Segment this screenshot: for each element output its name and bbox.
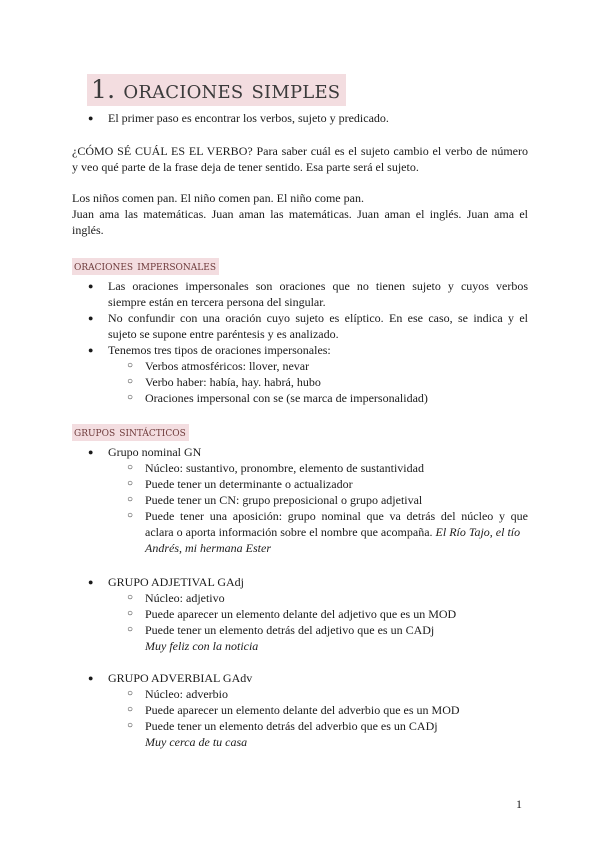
section-title: 1. oraciones simples: [87, 74, 346, 106]
gn-label: Grupo nominal GN: [108, 445, 202, 459]
gadj-label: GRUPO ADJETIVAL GAdj: [108, 575, 245, 589]
sub-bullet-icon: ○: [127, 510, 134, 521]
page-number: 1: [516, 797, 522, 811]
intro-bullet-text: El primer paso es encontrar los verbos, sujeto y predicado.: [108, 111, 389, 125]
sub-bullet-icon: ○: [127, 704, 134, 715]
sub-bullet-icon: ○: [127, 624, 134, 635]
sub-bullet-icon: ○: [127, 478, 134, 489]
gn-sub-1: Núcleo: sustantivo, pronombre, elemento de sustantividad: [145, 461, 424, 475]
gadj-example: Muy feliz con la noticia: [145, 639, 259, 653]
impersonales-bullet-3: Tenemos tres tipos de oraciones impersonales:: [108, 343, 331, 357]
gn-sub-4-text: aclara o aporta información sobre el nombre que acompaña.: [145, 525, 433, 539]
bullet-icon: ●: [88, 345, 94, 355]
example-line-3: inglés.: [72, 223, 104, 237]
sub-bullet-icon: ○: [127, 376, 134, 387]
impersonales-bullet-2-line-1: No confundir con una oración cuyo sujeto es elíptico. En ese caso, se indica y el: [108, 311, 528, 325]
sub-bullet-icon: ○: [127, 494, 134, 505]
gn-example-1: El Río Tajo, el tío: [435, 525, 521, 539]
sub-bullet-icon: ○: [127, 592, 134, 603]
bullet-icon: ●: [88, 577, 94, 587]
sub-bullet-icon: ○: [127, 392, 134, 403]
example-line-2: Juan ama las matemáticas. Juan aman las matemáticas. Juan aman el inglés. Juan ama el: [72, 207, 528, 221]
gn-sub-4-line-2: [145, 524, 520, 540]
gadv-sub-2: Puede aparecer un elemento delante del adverbio que es un MOD: [145, 703, 460, 717]
gadj-sub-2: Puede aparecer un elemento delante del adjetivo que es un MOD: [145, 607, 457, 621]
heading-grupos: grupos sintácticos: [72, 424, 189, 441]
gadv-example: Muy cerca de tu casa: [145, 735, 248, 749]
gadj-sub-3: Puede tener un elemento detrás del adjetivo que es un CADj: [145, 623, 435, 637]
gn-sub-4-line-1: Puede tener una aposición: grupo nominal que va detrás del núcleo y que: [145, 509, 528, 523]
question-line-2: y veo qué parte de la frase deja de tener sentido. Esa parte será el sujeto.: [72, 160, 419, 174]
bullet-icon: ●: [88, 281, 94, 291]
sub-bullet-icon: ○: [127, 462, 134, 473]
impersonales-bullet-1-line-2: siempre están en tercera persona del singular.: [108, 295, 326, 309]
bullet-icon: ●: [88, 113, 94, 123]
bullet-icon: ●: [88, 313, 94, 323]
bullet-icon: ●: [88, 673, 94, 683]
gadv-label: GRUPO ADVERBIAL GAdv: [108, 671, 253, 685]
sub-bullet-icon: ○: [127, 720, 134, 731]
sub-bullet-icon: ○: [127, 688, 134, 699]
gadv-sub-3: Puede tener un elemento detrás del adverbio que es un CADj: [145, 719, 438, 733]
impersonales-sub-1: Verbos atmosféricos: llover, nevar: [145, 359, 310, 373]
question-line-1: ¿CÓMO SÉ CUÁL ES EL VERBO? Para saber cuál es el sujeto cambio el verbo de número: [72, 144, 528, 158]
gn-sub-3: Puede tener un CN: grupo preposicional o grupo adjetival: [145, 493, 423, 507]
gadj-sub-1: Núcleo: adjetivo: [145, 591, 225, 605]
gn-sub-2: Puede tener un determinante o actualizador: [145, 477, 353, 491]
impersonales-sub-3: Oraciones impersonal con se (se marca de impersonalidad): [145, 391, 428, 405]
impersonales-sub-2: Verbo haber: había, hay. habrá, hubo: [145, 375, 321, 389]
bullet-icon: ●: [88, 447, 94, 457]
heading-impersonales: oraciones impersonales: [72, 258, 219, 275]
gn-example-2: Andrés, mi hermana Ester: [145, 541, 271, 555]
sub-bullet-icon: ○: [127, 608, 134, 619]
sub-bullet-icon: ○: [127, 360, 134, 371]
impersonales-bullet-1-line-1: Las oraciones impersonales son oraciones que no tienen sujeto y cuyos verbos: [108, 279, 528, 293]
gadv-sub-1: Núcleo: adverbio: [145, 687, 228, 701]
impersonales-bullet-2-line-2: sujeto se supone entre paréntesis y es analizado.: [108, 327, 339, 341]
example-line-1: Los niños comen pan. El niño comen pan. El niño come pan.: [72, 191, 364, 205]
